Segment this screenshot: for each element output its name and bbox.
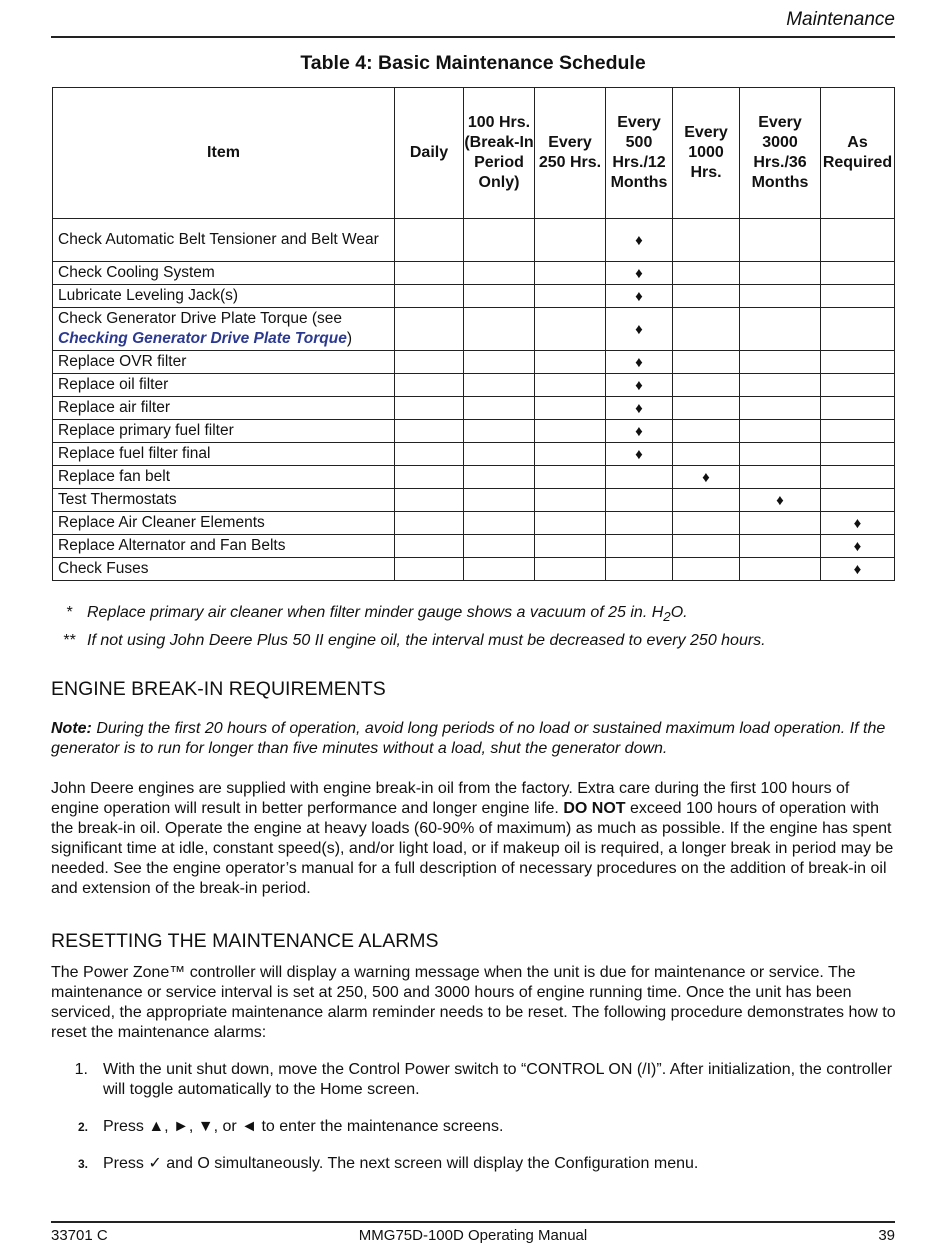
item-text: Replace fan belt	[58, 468, 171, 485]
diamond-mark-icon: ♦	[606, 219, 673, 262]
footer-page-number: 39	[878, 1227, 895, 1244]
table-row	[53, 466, 895, 489]
note-text: During the first 20 hours of operation, avoid long periods of no load or sustained maximum load operation. If the generator is to run for longer than five minutes without a load, shut the generator down.	[51, 720, 886, 757]
item-text: Replace Alternator and Fan Belts	[58, 537, 286, 554]
footnote-text-end: O.	[670, 604, 688, 621]
footnote-text-main: If not using John Deere Plus 50 II engine oil, the interval must be decreased to every 250 hours.	[87, 632, 766, 650]
alarms-intro: The Power Zone™ controller will display a warning message when the unit is due for maintenance or service. The maintenance or service interval is set at 250, 500 and 3000 hours of engine running time. Once the unit has been serviced, the appropriate maintenance alarm reminder needs to be reset. The following procedure demonstrates how to reset the maintenance alarms:	[51, 964, 896, 1041]
empty-cell	[673, 443, 740, 466]
empty-cell	[395, 443, 464, 466]
empty-cell	[673, 558, 740, 581]
empty-cell	[464, 374, 535, 397]
table-row	[53, 443, 895, 466]
maintenance-schedule-table	[52, 87, 895, 581]
footnote-symbol: *	[65, 604, 73, 621]
empty-cell	[535, 535, 606, 558]
empty-cell	[535, 466, 606, 489]
section-heading-alarms: RESETTING THE MAINTENANCE ALARMS	[51, 930, 439, 952]
footer-rule	[51, 1221, 895, 1223]
empty-cell	[673, 308, 740, 351]
empty-cell	[464, 285, 535, 308]
column-header: Every 3000 Hrs./36 Months	[740, 88, 821, 219]
table-footnotes	[51, 601, 766, 657]
empty-cell	[395, 558, 464, 581]
item-text: Check Automatic Belt Tensioner and Belt Wear	[58, 231, 379, 248]
item-cell	[53, 489, 395, 512]
header-rule	[51, 36, 895, 38]
empty-cell	[464, 420, 535, 443]
item-text: Replace air filter	[58, 399, 170, 416]
step-text: With the unit shut down, move the Control Power switch to “CONTROL ON (/I)”. After initialization, the controller will toggle automatically to the Home screen.	[103, 1061, 893, 1098]
step-number: 3.	[77, 1157, 88, 1171]
column-header: Every 500 Hrs./12 Months	[606, 88, 673, 219]
item-text-tail: )	[346, 330, 353, 347]
empty-cell	[535, 443, 606, 466]
empty-cell	[673, 374, 740, 397]
empty-cell	[535, 489, 606, 512]
empty-cell	[464, 351, 535, 374]
table-row	[53, 512, 895, 535]
empty-cell	[535, 558, 606, 581]
item-text: Check Cooling System	[58, 264, 215, 281]
table-row	[53, 308, 895, 351]
empty-cell	[606, 466, 673, 489]
alarm-reset-steps	[51, 1060, 896, 1191]
step-number: 2.	[77, 1120, 88, 1134]
empty-cell	[606, 512, 673, 535]
empty-cell	[740, 443, 821, 466]
item-cell	[53, 219, 395, 262]
footnote-symbol: **	[62, 632, 76, 650]
empty-cell	[535, 219, 606, 262]
empty-cell	[821, 219, 895, 262]
empty-cell	[535, 374, 606, 397]
empty-cell	[740, 374, 821, 397]
empty-cell	[464, 466, 535, 489]
diamond-mark-icon: ♦	[606, 308, 673, 351]
item-cell	[53, 374, 395, 397]
empty-cell	[395, 397, 464, 420]
item-cell	[53, 558, 395, 581]
column-header: Item	[53, 88, 395, 219]
item-text: Check Fuses	[58, 560, 149, 577]
empty-cell	[464, 443, 535, 466]
empty-cell	[673, 219, 740, 262]
empty-cell	[673, 262, 740, 285]
table-row	[53, 535, 895, 558]
footnote	[51, 629, 766, 657]
footer-manual-title: MMG75D-100D Operating Manual	[358, 1227, 588, 1244]
empty-cell	[673, 512, 740, 535]
empty-cell	[535, 351, 606, 374]
table-row	[53, 397, 895, 420]
column-header: 100 Hrs. (Break-In Period Only)	[464, 88, 535, 219]
empty-cell	[535, 397, 606, 420]
item-cell	[53, 397, 395, 420]
item-text: Replace OVR filter	[58, 353, 187, 370]
empty-cell	[395, 466, 464, 489]
page-header-title: Maintenance	[786, 9, 895, 30]
diamond-mark-icon: ♦	[606, 285, 673, 308]
empty-cell	[395, 489, 464, 512]
empty-cell	[740, 219, 821, 262]
empty-cell	[740, 558, 821, 581]
item-cell	[53, 535, 395, 558]
empty-cell	[821, 351, 895, 374]
empty-cell	[395, 374, 464, 397]
item-cell	[53, 308, 395, 351]
table-row	[53, 285, 895, 308]
empty-cell	[673, 397, 740, 420]
table-row	[53, 489, 895, 512]
empty-cell	[464, 512, 535, 535]
diamond-mark-icon: ♦	[606, 397, 673, 420]
empty-cell	[464, 308, 535, 351]
empty-cell	[395, 535, 464, 558]
footnote-text	[87, 629, 766, 657]
empty-cell	[740, 466, 821, 489]
empty-cell	[740, 285, 821, 308]
empty-cell	[535, 420, 606, 443]
item-text: Lubricate Leveling Jack(s)	[58, 287, 239, 304]
procedure-step	[51, 1117, 896, 1137]
step-text: Press ✓ and O simultaneously. The next screen will display the Configuration menu.	[103, 1155, 699, 1172]
empty-cell	[740, 420, 821, 443]
procedure-step	[51, 1154, 896, 1174]
diamond-mark-icon: ♦	[606, 262, 673, 285]
footer-doc-number: 33701 C	[51, 1227, 108, 1244]
table-row	[53, 374, 895, 397]
diamond-mark-icon: ♦	[821, 535, 895, 558]
empty-cell	[821, 420, 895, 443]
table-row	[53, 420, 895, 443]
empty-cell	[606, 558, 673, 581]
empty-cell	[673, 351, 740, 374]
do-not-emphasis: DO NOT	[563, 800, 626, 817]
item-cell	[53, 443, 395, 466]
diamond-mark-icon: ♦	[606, 351, 673, 374]
item-cell	[53, 420, 395, 443]
empty-cell	[673, 420, 740, 443]
empty-cell	[395, 420, 464, 443]
item-cell	[53, 512, 395, 535]
step-number: 1.	[74, 1061, 88, 1078]
section-heading-break-in: ENGINE BREAK-IN REQUIREMENTS	[51, 678, 386, 700]
empty-cell	[821, 374, 895, 397]
item-text: Test Thermostats	[58, 491, 177, 508]
footnote-text	[87, 601, 688, 629]
empty-cell	[464, 262, 535, 285]
diamond-mark-icon: ♦	[606, 420, 673, 443]
item-cell	[53, 262, 395, 285]
item-cell	[53, 466, 395, 489]
break-in-text-b: exceed 100 hours of operation with the break-in oil. Operate the engine at heavy loads (60-90% of maximum) as much as possible. If the engine has spent significant time at idle, constant speed(s), and/or light load, or if makeup oil is required, a longer break in period may be needed. See the engine operator’s manual for a full description of necessary procedures on the addition of break-in oil and extension of the break-in period.	[51, 800, 894, 897]
empty-cell	[464, 558, 535, 581]
diamond-mark-icon: ♦	[606, 374, 673, 397]
empty-cell	[464, 397, 535, 420]
item-text: Replace oil filter	[58, 376, 169, 393]
procedure-step	[51, 1060, 896, 1100]
empty-cell	[821, 262, 895, 285]
item-cell	[53, 351, 395, 374]
diamond-mark-icon: ♦	[821, 512, 895, 535]
note-label: Note:	[51, 720, 92, 737]
column-header: Every 1000 Hrs.	[673, 88, 740, 219]
empty-cell	[395, 512, 464, 535]
empty-cell	[821, 397, 895, 420]
cross-reference-link[interactable]: Checking Generator Drive Plate Torque	[58, 330, 347, 347]
table-row	[53, 262, 895, 285]
empty-cell	[535, 308, 606, 351]
step-text: Press ▲, ►, ▼, or ◄ to enter the maintenance screens.	[103, 1118, 504, 1135]
diamond-mark-icon: ♦	[821, 558, 895, 581]
empty-cell	[395, 219, 464, 262]
empty-cell	[395, 262, 464, 285]
table-row	[53, 558, 895, 581]
empty-cell	[535, 512, 606, 535]
empty-cell	[821, 443, 895, 466]
break-in-paragraph	[51, 779, 896, 899]
empty-cell	[395, 351, 464, 374]
diamond-mark-icon: ♦	[606, 443, 673, 466]
table-row	[53, 219, 895, 262]
empty-cell	[821, 489, 895, 512]
empty-cell	[464, 535, 535, 558]
diamond-mark-icon: ♦	[740, 489, 821, 512]
table-row	[53, 351, 895, 374]
break-in-note	[51, 719, 896, 759]
empty-cell	[464, 489, 535, 512]
empty-cell	[606, 535, 673, 558]
footnote-subscript: 2	[663, 609, 671, 625]
break-in-text-a: John Deere engines are supplied with engine break-in oil from the factory. Extra care during the first 100 hours of engine operation will result in better performance and longer engine life.	[51, 780, 850, 817]
item-text: Replace Air Cleaner Elements	[58, 514, 265, 531]
empty-cell	[740, 397, 821, 420]
column-header: Every 250 Hrs.	[535, 88, 606, 219]
empty-cell	[673, 535, 740, 558]
item-text: Replace primary fuel filter	[58, 422, 234, 439]
empty-cell	[673, 489, 740, 512]
empty-cell	[740, 308, 821, 351]
empty-cell	[395, 285, 464, 308]
table-title: Table 4: Basic Maintenance Schedule	[300, 52, 646, 74]
empty-cell	[821, 466, 895, 489]
empty-cell	[821, 285, 895, 308]
empty-cell	[464, 219, 535, 262]
empty-cell	[535, 262, 606, 285]
empty-cell	[740, 262, 821, 285]
empty-cell	[740, 351, 821, 374]
empty-cell	[740, 512, 821, 535]
empty-cell	[395, 308, 464, 351]
empty-cell	[606, 489, 673, 512]
footnote	[51, 601, 766, 629]
footnote-text-main: Replace primary air cleaner when filter minder gauge shows a vacuum of 25 in. H	[87, 604, 664, 621]
item-cell	[53, 285, 395, 308]
table-header-row	[53, 88, 895, 219]
empty-cell	[821, 308, 895, 351]
empty-cell	[535, 285, 606, 308]
item-text: Replace fuel filter final	[58, 445, 211, 462]
item-text: Check Generator Drive Plate Torque (see	[58, 310, 343, 327]
column-header: As Required	[821, 88, 895, 219]
empty-cell	[673, 285, 740, 308]
column-header: Daily	[395, 88, 464, 219]
diamond-mark-icon: ♦	[673, 466, 740, 489]
empty-cell	[740, 535, 821, 558]
